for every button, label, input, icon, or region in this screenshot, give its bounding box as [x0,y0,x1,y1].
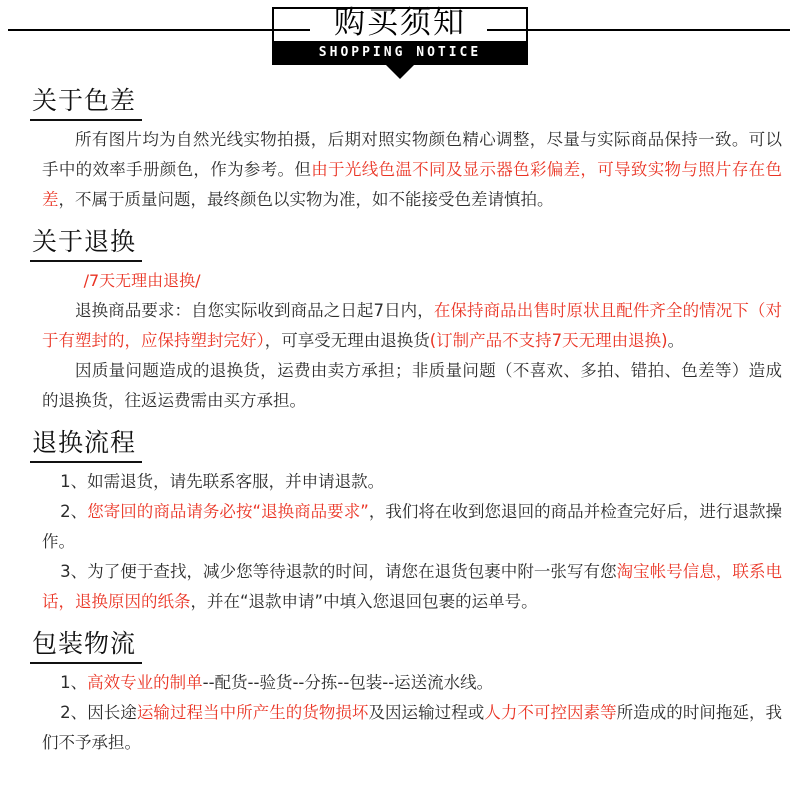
paragraph [42,266,782,296]
section-body [42,668,782,758]
highlighted-text: 在保持商品出售时原状且配件齐全的情况下（对于有塑封的，应保持塑封完好） [42,301,783,350]
section-heading: 关于色差 [30,84,142,121]
body-text: 1、 [60,673,88,692]
highlighted-text: 由于光线色温不同及显示器色彩偏差，可导致实物与照片存在色差 [42,160,783,209]
section-body [42,467,782,617]
body-text: 2、因长途 [60,703,137,722]
notice-content [0,84,800,758]
banner-title-en: SHOPPING NOTICE [318,45,482,60]
paragraph [42,668,782,698]
section-3 [0,426,800,617]
banner-arrow-icon [386,65,414,79]
section-1 [0,84,800,215]
body-text: 退换商品要求：自您实际收到商品之日起7日内， [75,301,434,320]
body-text: 2、 [60,502,88,521]
banner-header [0,0,800,82]
section-heading: 退换流程 [30,426,142,463]
highlighted-text: /7天无理由退换/ [83,271,201,290]
body-text: 所有图片均为自然光线实物拍摄，后期对照实物颜色精心调整，尽量与实际商品保持一致。可以手中的效率手册颜色，作为参考。但 [42,130,782,179]
highlighted-text: 人力不可控因素等 [484,703,617,722]
section-heading: 关于退换 [30,225,142,262]
paragraph [42,497,782,557]
section-2 [0,225,800,416]
highlighted-text: 您寄回的商品请务必按“退换商品要求” [87,502,369,521]
highlighted-text: (订制产品不支持7天无理由退换) [429,331,668,350]
section-heading: 包装物流 [30,627,142,664]
paragraph [42,557,782,617]
highlighted-text: 高效专业的制单 [87,673,203,692]
paragraph [42,125,782,215]
section-4 [0,627,800,758]
body-text: --配货--验货--分拣--包装--运送流水线。 [202,673,494,692]
paragraph [42,698,782,758]
paragraph [42,296,782,356]
paragraph [42,467,782,497]
section-body [42,125,782,215]
banner-title-cn: 购买须知 [334,5,466,41]
section-body [42,266,782,416]
body-text: ，我们将在收到您退回的商品并检查完好后，进行退款操作。 [42,502,783,551]
body-text: 3、为了便于查找，减少您等待退款的时间，请您在退货包裹中附一张写有您 [60,562,617,581]
body-text: 所造成的时间拖延，我们不予承担。 [42,703,783,752]
body-text: 1、如需退货，请先联系客服，并申请退款。 [60,472,385,491]
paragraph [42,356,782,416]
banner-rule-right [487,29,790,31]
banner-rule-left [8,29,310,31]
body-text: 。 [667,331,685,350]
body-text: ，可享受无理由退换货 [264,331,430,350]
highlighted-text: 运输过程当中所产生的货物损坏 [136,703,369,722]
body-text: ，不属于质量问题，最终颜色以实物为准，如不能接受色差请慎拍。 [58,190,554,209]
body-text: ，并在“退款申请”中填入您退回包裹的运单号。 [190,592,538,611]
highlighted-text: 淘宝帐号信息，联系电话，退换原因的纸条 [42,562,782,611]
body-text: 及因运输过程或 [368,703,485,722]
body-text: 因质量问题造成的退换货，运费由卖方承担；非质量问题（不喜欢、多拍、错拍、色差等）造成的退换货，往返运费需由买方承担。 [42,361,782,410]
